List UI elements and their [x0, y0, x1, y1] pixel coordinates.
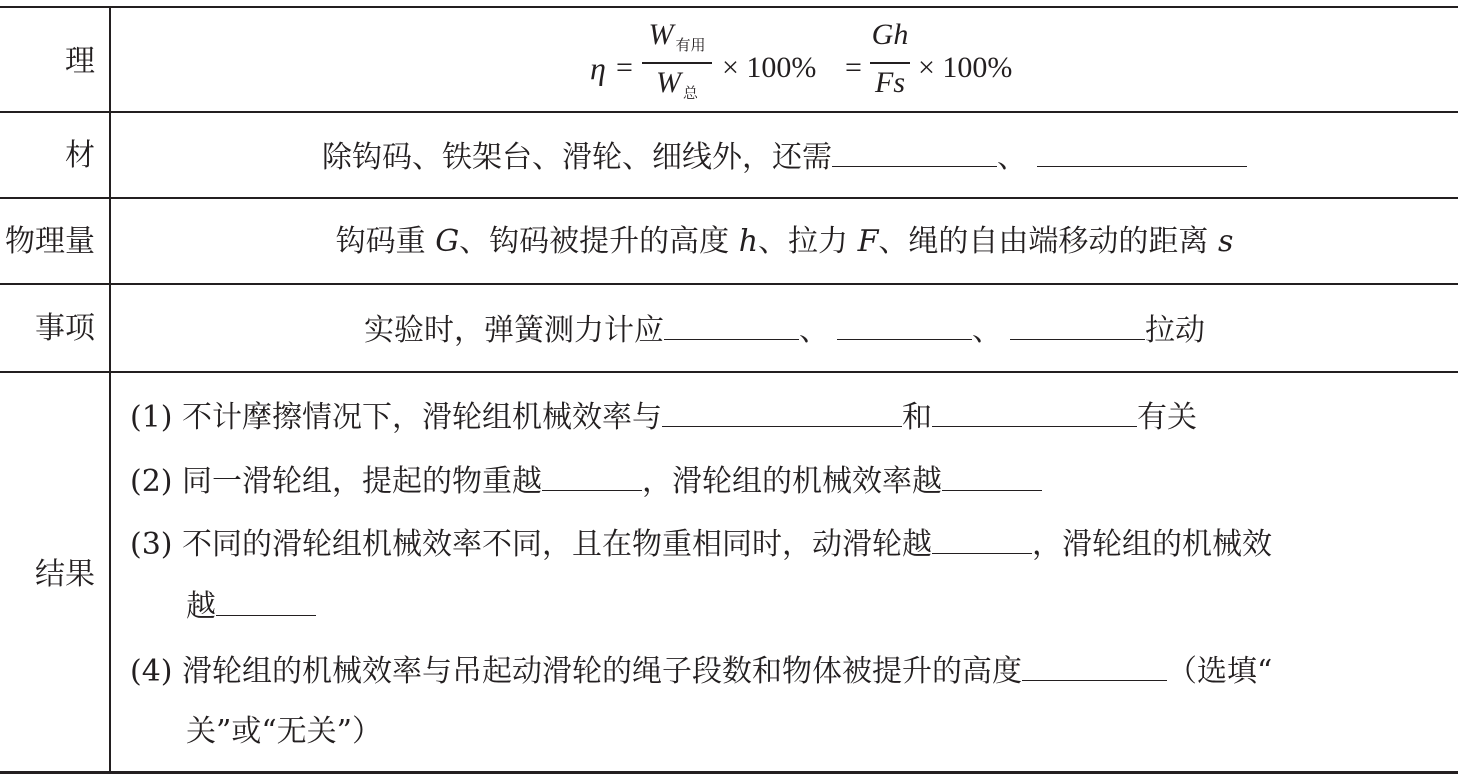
answer-blank[interactable]: [942, 460, 1042, 491]
row-divider: [0, 283, 1458, 285]
row-label-quantities: 物理量: [5, 224, 95, 259]
column-divider: [109, 7, 111, 773]
notes-text: 实验时，弹簧测力计应 、 、 拉动: [111, 309, 1458, 349]
row-divider: [0, 371, 1458, 373]
answer-blank[interactable]: [216, 585, 316, 616]
row-label-principle: 理: [65, 44, 95, 79]
answer-blank[interactable]: [662, 396, 902, 427]
answer-blank[interactable]: [1010, 309, 1145, 340]
equipment-text: 除钩码、铁架台、滑轮、细线外，还需 、: [111, 136, 1458, 176]
result-item-4-cont: 关”或“无关”）: [186, 714, 383, 749]
row-divider: [0, 111, 1458, 113]
result-item-3-cont: 越: [186, 585, 316, 627]
answer-blank[interactable]: [542, 460, 642, 491]
result-item-1: (1) 不计摩擦情况下，滑轮组机械效率与 和 有关: [130, 396, 1197, 438]
answer-blank[interactable]: [832, 136, 997, 167]
efficiency-formula: η = W $_{有用}$ W $_总$ × 100% = Gh Fs × 100%: [590, 18, 1013, 102]
result-item-4: (4) 滑轮组的机械效率与吊起动滑轮的绳子段数和物体被提升的高度 （选填“: [130, 650, 1458, 692]
answer-blank[interactable]: [1022, 650, 1167, 681]
result-item-2: (2) 同一滑轮组，提起的物重越 ，滑轮组的机械效率越: [130, 460, 1042, 502]
table-border-bottom: [0, 771, 1458, 774]
table-border-top: [0, 6, 1458, 8]
answer-blank[interactable]: [837, 309, 972, 340]
quantities-text: 钩码重 G、钩码被提升的高度 h、拉力 F、绳的自由端移动的距离 s: [335, 224, 1234, 259]
result-item-3: (3) 不同的滑轮组机械效率不同，且在物重相同时，动滑轮越 ，滑轮组的机械效: [130, 523, 1458, 565]
formula-equals-2: =: [845, 51, 862, 84]
answer-blank[interactable]: [932, 396, 1137, 427]
answer-blank[interactable]: [1037, 136, 1247, 167]
row-divider: [0, 197, 1458, 199]
formula-eta: η: [590, 50, 606, 86]
answer-blank[interactable]: [664, 309, 799, 340]
row-label-results: 结果: [35, 557, 95, 592]
row-label-notes: 事项: [35, 311, 95, 346]
formula-times-100: × 100%: [722, 51, 817, 84]
formula-equals: =: [616, 51, 633, 84]
row-label-equipment: 材: [65, 138, 95, 173]
formula-times-100-2: × 100%: [918, 51, 1013, 84]
answer-blank[interactable]: [932, 523, 1032, 554]
